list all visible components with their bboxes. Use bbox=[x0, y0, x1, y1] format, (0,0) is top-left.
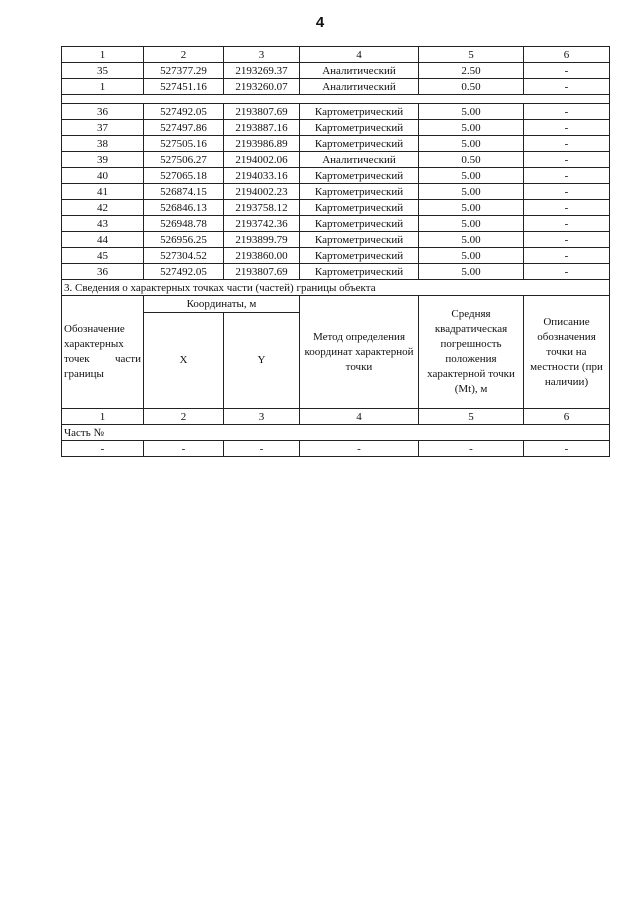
point-number-cell: 36 bbox=[62, 264, 144, 280]
description-cell: - bbox=[524, 216, 610, 232]
coord-y-cell: 2193986.89 bbox=[224, 136, 300, 152]
error-cell: 5.00 bbox=[419, 184, 524, 200]
header-description: Описание обозначения точки на местности (при наличии) bbox=[524, 296, 610, 409]
header-coordinates: Координаты, м bbox=[144, 296, 300, 313]
coord-y-cell: 2194002.06 bbox=[224, 152, 300, 168]
coord-x-cell: 527377.29 bbox=[144, 63, 224, 79]
table-row bbox=[62, 79, 610, 95]
table-row bbox=[62, 441, 610, 457]
table-row bbox=[62, 63, 610, 79]
method-cell: Аналитический bbox=[300, 63, 419, 79]
col-num-2: 2 bbox=[144, 47, 224, 63]
point-number-cell: 40 bbox=[62, 168, 144, 184]
header-y: Y bbox=[224, 313, 300, 409]
col-num-3: 3 bbox=[224, 409, 300, 425]
method-cell: Картометрический bbox=[300, 232, 419, 248]
point-number-cell: 38 bbox=[62, 136, 144, 152]
section-title: 3. Сведения о характерных точках части (частей) границы объекта bbox=[62, 280, 610, 296]
point-number-cell: 44 bbox=[62, 232, 144, 248]
table-row bbox=[62, 168, 610, 184]
description-cell: - bbox=[524, 248, 610, 264]
description-cell: - bbox=[524, 120, 610, 136]
coord-x-cell: 526948.78 bbox=[144, 216, 224, 232]
table-row bbox=[62, 152, 610, 168]
col-num-4: 4 bbox=[300, 409, 419, 425]
col-num-2: 2 bbox=[144, 409, 224, 425]
table-row bbox=[62, 248, 610, 264]
error-cell: 5.00 bbox=[419, 136, 524, 152]
point-number-cell: 41 bbox=[62, 184, 144, 200]
method-cell: Картометрический bbox=[300, 168, 419, 184]
coord-x-cell: 527497.86 bbox=[144, 120, 224, 136]
coord-x-cell: 526846.13 bbox=[144, 200, 224, 216]
description-cell: - bbox=[524, 168, 610, 184]
col-num-5: 5 bbox=[419, 47, 524, 63]
col-num-5: 5 bbox=[419, 409, 524, 425]
coord-y-cell: 2193269.37 bbox=[224, 63, 300, 79]
coord-y-cell: 2193260.07 bbox=[224, 79, 300, 95]
table-row bbox=[62, 232, 610, 248]
point-number-cell: 35 bbox=[62, 63, 144, 79]
point-number-cell: 37 bbox=[62, 120, 144, 136]
header-error: Средняя квадратическая погрешность положения характерной точки (Mt), м bbox=[419, 296, 524, 409]
coord-y-cell: 2193899.79 bbox=[224, 232, 300, 248]
coord-x-cell: 527065.18 bbox=[144, 168, 224, 184]
error-cell: 0.50 bbox=[419, 152, 524, 168]
method-cell: Картометрический bbox=[300, 200, 419, 216]
method-cell: Картометрический bbox=[300, 264, 419, 280]
page-number: 4 bbox=[315, 14, 325, 31]
coord-y-cell: 2193860.00 bbox=[224, 248, 300, 264]
point-number-cell: 1 bbox=[62, 79, 144, 95]
method-cell: Картометрический bbox=[300, 104, 419, 120]
point-number-cell: 42 bbox=[62, 200, 144, 216]
column-number-row bbox=[62, 409, 610, 425]
part-label: Часть № bbox=[62, 425, 610, 441]
header-point-designation: Обозначение характерных точек части границы bbox=[62, 296, 144, 409]
col-num-3: 3 bbox=[224, 47, 300, 63]
point-number-cell: 45 bbox=[62, 248, 144, 264]
col-num-4: 4 bbox=[300, 47, 419, 63]
description-cell: - bbox=[524, 79, 610, 95]
empty-cell: - bbox=[419, 441, 524, 457]
coord-x-cell: 527304.52 bbox=[144, 248, 224, 264]
empty-cell: - bbox=[524, 441, 610, 457]
col-num-1: 1 bbox=[62, 47, 144, 63]
coord-x-cell: 527492.05 bbox=[144, 264, 224, 280]
method-cell: Картометрический bbox=[300, 248, 419, 264]
col-num-6: 6 bbox=[524, 47, 610, 63]
table-row bbox=[62, 120, 610, 136]
coord-y-cell: 2193807.69 bbox=[224, 264, 300, 280]
coord-x-cell: 527492.05 bbox=[144, 104, 224, 120]
table-body bbox=[62, 47, 610, 457]
method-cell: Аналитический bbox=[300, 79, 419, 95]
description-cell: - bbox=[524, 152, 610, 168]
table-row bbox=[62, 264, 610, 280]
error-cell: 5.00 bbox=[419, 248, 524, 264]
description-cell: - bbox=[524, 264, 610, 280]
empty-cell: - bbox=[224, 441, 300, 457]
error-cell: 5.00 bbox=[419, 216, 524, 232]
error-cell: 5.00 bbox=[419, 200, 524, 216]
coord-x-cell: 526956.25 bbox=[144, 232, 224, 248]
coord-y-cell: 2194002.23 bbox=[224, 184, 300, 200]
point-number-cell: 43 bbox=[62, 216, 144, 232]
section-title-row bbox=[62, 280, 610, 296]
coord-y-cell: 2193887.16 bbox=[224, 120, 300, 136]
empty-cell: - bbox=[144, 441, 224, 457]
method-cell: Картометрический bbox=[300, 216, 419, 232]
table-row bbox=[62, 104, 610, 120]
error-cell: 5.00 bbox=[419, 264, 524, 280]
error-cell: 5.00 bbox=[419, 104, 524, 120]
header-row-1 bbox=[62, 296, 610, 313]
empty-cell: - bbox=[300, 441, 419, 457]
description-cell: - bbox=[524, 184, 610, 200]
table-row bbox=[62, 184, 610, 200]
header-x: X bbox=[144, 313, 224, 409]
boundary-points-table bbox=[61, 46, 610, 457]
description-cell: - bbox=[524, 63, 610, 79]
description-cell: - bbox=[524, 136, 610, 152]
spacer-row bbox=[62, 95, 610, 104]
method-cell: Картометрический bbox=[300, 136, 419, 152]
error-cell: 5.00 bbox=[419, 232, 524, 248]
error-cell: 5.00 bbox=[419, 168, 524, 184]
coord-y-cell: 2193758.12 bbox=[224, 200, 300, 216]
coord-x-cell: 527506.27 bbox=[144, 152, 224, 168]
error-cell: 0.50 bbox=[419, 79, 524, 95]
coord-y-cell: 2194033.16 bbox=[224, 168, 300, 184]
method-cell: Картометрический bbox=[300, 120, 419, 136]
coord-x-cell: 527451.16 bbox=[144, 79, 224, 95]
table-row bbox=[62, 200, 610, 216]
coord-x-cell: 527505.16 bbox=[144, 136, 224, 152]
col-num-6: 6 bbox=[524, 409, 610, 425]
column-number-row bbox=[62, 47, 610, 63]
point-number-cell: 39 bbox=[62, 152, 144, 168]
spacer-cell bbox=[62, 95, 610, 104]
description-cell: - bbox=[524, 104, 610, 120]
point-number-cell: 36 bbox=[62, 104, 144, 120]
error-cell: 2.50 bbox=[419, 63, 524, 79]
header-method: Метод определения координат характерной точки bbox=[300, 296, 419, 409]
description-cell: - bbox=[524, 232, 610, 248]
table-row bbox=[62, 216, 610, 232]
coord-y-cell: 2193807.69 bbox=[224, 104, 300, 120]
empty-cell: - bbox=[62, 441, 144, 457]
coord-x-cell: 526874.15 bbox=[144, 184, 224, 200]
table-row bbox=[62, 136, 610, 152]
error-cell: 5.00 bbox=[419, 120, 524, 136]
coord-y-cell: 2193742.36 bbox=[224, 216, 300, 232]
part-label-row bbox=[62, 425, 610, 441]
method-cell: Картометрический bbox=[300, 184, 419, 200]
method-cell: Аналитический bbox=[300, 152, 419, 168]
description-cell: - bbox=[524, 200, 610, 216]
col-num-1: 1 bbox=[62, 409, 144, 425]
